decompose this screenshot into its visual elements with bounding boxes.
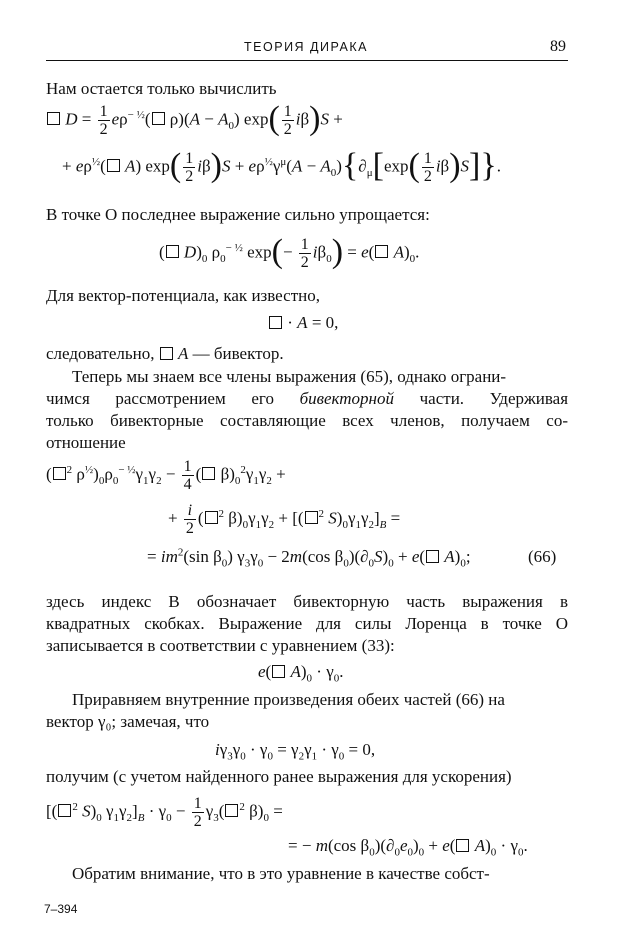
paragraph-4: следовательно, A — бивектор.	[46, 344, 284, 363]
running-title: ТЕОРИЯ ДИРАКА	[244, 40, 368, 54]
paragraph-8: получим (с учетом найденного ранее выражения для ускорения)	[46, 767, 512, 786]
paragraph-7-line-1: Приравняем внутренние произведения обеих частей (66) на	[72, 690, 505, 709]
paragraph-5-line-4: отношение	[46, 433, 126, 452]
equation-divergence: · A = 0,	[268, 313, 338, 333]
equation-66-line1: ( $^2$ $\rho^{\frac{1}{2}})_0\rho_0^{- \frac{1}{2}}\gamma_1\gamma_2$ − $\frac{1}{4}$ ( $\beta)_0^2\gamma_1\gamma_2$ +	[46, 458, 286, 493]
equation-number: (66)	[528, 547, 557, 566]
paragraph-6-line-2: квадратных скобках. Выражение для силы Лоренца в точке O	[46, 614, 568, 633]
paragraph-3: Для вектор-потенциала, как известно,	[46, 286, 320, 305]
page-number: 89	[550, 38, 566, 55]
equation-66-line2: + $\frac{i}{2}$ ( $^2$ $\beta)_0\gamma_1\gamma_2$ + [( $^2$ $S)_0\gamma_1\gamma_2]_B$ =	[168, 502, 401, 537]
equation-box-d-line2: + $e\rho^{\frac{1}{2}}$( A) exp( $\frac{1}{2}$ $i\beta)S + e\rho^{\frac{1}{2}}\gamma^\mu(A - A_0)\{\partial_\mu[\exp$( $\frac{1}{2}$ iβ)S]}.	[62, 146, 501, 185]
paragraph-6-line-3: записывается в соответствии с уравнением (33):	[46, 636, 395, 655]
paragraph-5-line-3: только бивекторные составляющие всех членов, получаем со-	[46, 411, 568, 430]
equation-66-line3: = $im^2(\sin$ $\beta_0$) $\gamma_3\gamma_0 - 2m(\cos$ $\beta_0)(\partial_0S)_0 + e$( $A)_0$;	[147, 546, 471, 570]
equation-simplified: ( $D)_0$ $\rho_0^{- \frac{1}{2}}$ exp(− $\frac{1}{2}$ $i\beta_0) = e$( $A)_0$.	[159, 232, 420, 271]
equation-inner-products: $i\gamma_3\gamma_0 \cdot \gamma_0 = \gamma_2\gamma_1 \cdot \gamma_0 = 0$,	[215, 740, 376, 763]
paragraph-2: В точке O последнее выражение сильно упрощается:	[46, 205, 430, 224]
paragraph-6-line-1: здесь индекс B обозначает бивекторную часть выражения в	[46, 592, 568, 611]
equation-box-d-line1: D = $\frac{1}{2}$ $e\rho^{- \frac{1}{2}}$( $\rho)(A - A_0)$ exp( $\frac{1}{2}$ iβ)S +	[46, 103, 343, 138]
page-header	[46, 38, 566, 58]
printer-signature: 7–394	[44, 902, 78, 916]
paragraph-5-line-2: чимся рассмотрением его бивекторной части. Удерживая	[46, 389, 569, 408]
equation-lorentz: e( $A)_0 \cdot \gamma_0$.	[258, 662, 344, 685]
equation-final-line2: = − m(cos $\beta_0)(\partial_0e_0)_0 + e$( $A)_0 \cdot \gamma_0$.	[288, 836, 528, 859]
paragraph-5-line-1: Теперь мы знаем все члены выражения (65), однако ограни-	[72, 367, 507, 386]
paragraph-9: Обратим внимание, что в это уравнение в качестве собст-	[72, 864, 490, 883]
header-rule	[46, 60, 568, 61]
paragraph-7-line-2: вектор γ₀; замечая, что	[46, 712, 210, 731]
equation-final-line1: [( $^2$ $S)_0$ $\gamma_1\gamma_2]_B \cdot \gamma_0$ − $\frac{1}{2}$ $\gamma_3$( $^2$ $\beta)_0$ =	[46, 795, 283, 830]
paragraph-1: Нам остается только вычислить	[46, 79, 277, 98]
